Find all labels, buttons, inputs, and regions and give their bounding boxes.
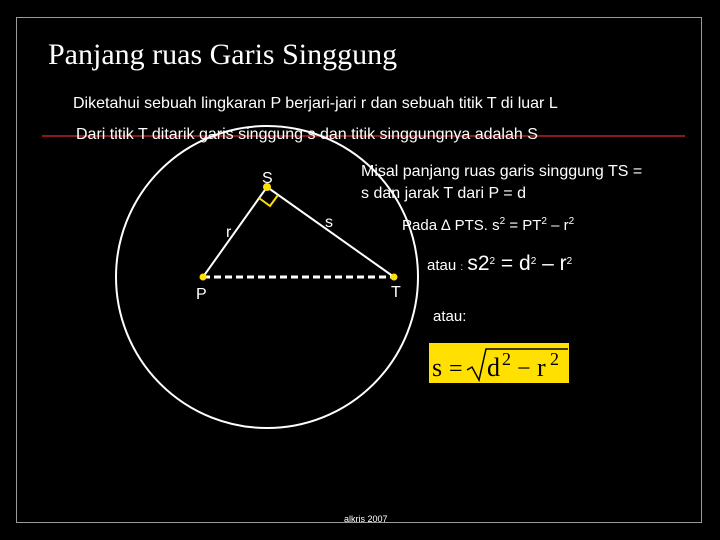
label-r: r bbox=[226, 224, 232, 241]
atau-label: atau bbox=[427, 257, 457, 274]
triangle-name: PTS. bbox=[454, 217, 488, 234]
formula-svg bbox=[429, 343, 569, 383]
slide-title: Panjang ruas Garis Singgung bbox=[48, 38, 398, 71]
exp: 2 bbox=[489, 256, 496, 267]
credit-text: alkris 2007 bbox=[344, 514, 388, 524]
radius-PS bbox=[203, 187, 267, 277]
formula-r-exp: 2 bbox=[550, 349, 559, 369]
pada-prefix: Pada bbox=[402, 217, 438, 234]
eq2-s: s bbox=[467, 252, 478, 275]
assumption-line-1: Misal panjang ruas garis singgung TS = bbox=[361, 163, 643, 180]
eq-minus: – r bbox=[546, 217, 569, 234]
formula-d-exp: 2 bbox=[502, 349, 511, 369]
exp: 2 bbox=[530, 256, 537, 267]
label-P: P bbox=[196, 286, 207, 303]
eq-mid: = PT bbox=[505, 217, 542, 234]
formula-s: s bbox=[432, 353, 443, 382]
formula-d: d bbox=[487, 353, 500, 382]
formula-minus: − bbox=[517, 356, 531, 382]
given-text-2: Dari titik T ditarik garis singgung s dan titik singgungnya adalah S bbox=[76, 126, 538, 143]
exp: 2 bbox=[541, 216, 547, 227]
label-S: S bbox=[262, 170, 273, 187]
exp: 2 bbox=[499, 216, 506, 227]
given-text: Diketahui sebuah lingkaran P berjari-jari r dan sebuah titik T di luar L bbox=[73, 95, 558, 112]
right-angle-mark bbox=[259, 195, 278, 206]
exp: 2 bbox=[568, 216, 575, 227]
point-T bbox=[391, 274, 398, 281]
label-s: s bbox=[325, 214, 333, 231]
atau-label-2: atau: bbox=[433, 308, 467, 325]
point-P bbox=[200, 274, 207, 281]
eq2-mid: = d bbox=[495, 252, 531, 275]
pythagoras-statement bbox=[402, 216, 574, 234]
formula-eq: = bbox=[449, 356, 463, 382]
assumption-line-2: s dan jarak T dari P = d bbox=[361, 185, 526, 202]
colon: : bbox=[460, 262, 464, 273]
exp: 2 bbox=[566, 256, 573, 267]
triangle-icon: ∆ bbox=[441, 217, 451, 234]
eq2-minus: – r bbox=[536, 252, 567, 275]
eq2-sub: 2 bbox=[477, 252, 490, 275]
formula-r: r bbox=[537, 353, 546, 382]
equation-line-2 bbox=[427, 252, 572, 276]
label-T: T bbox=[391, 284, 401, 301]
formula-box bbox=[429, 343, 569, 383]
assumption-text bbox=[361, 161, 642, 205]
eq-s: s bbox=[492, 217, 500, 234]
